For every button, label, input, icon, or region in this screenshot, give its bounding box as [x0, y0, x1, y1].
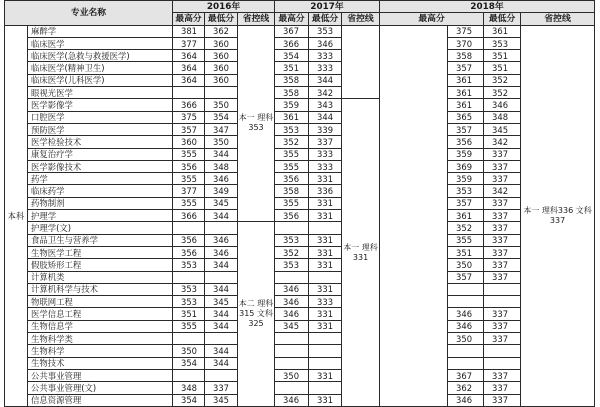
min-score-2018: 337 — [484, 210, 521, 222]
min-score-2017: 333 — [309, 62, 342, 74]
min-score-header: 最低分 — [484, 13, 521, 25]
min-score-2018: 353 — [484, 37, 521, 49]
major-name-cell: 临床医学(儿科医学) — [28, 74, 173, 86]
min-score-2018: 337 — [484, 148, 521, 160]
max-score-2018: 350 — [448, 259, 484, 271]
max-score-2016: 348 — [173, 382, 205, 394]
min-score-2016: 346 — [205, 234, 238, 246]
max-score-2017: 345 — [275, 320, 309, 332]
min-score-2018: 337 — [484, 259, 521, 271]
min-score-2016: 344 — [205, 210, 238, 222]
min-score-2017: 333 — [309, 148, 342, 160]
min-score-2018: 352 — [484, 87, 521, 99]
max-score-2016: 353 — [173, 283, 205, 295]
table-row — [5, 234, 595, 246]
min-score-2018: 337 — [484, 246, 521, 258]
max-score-2016: 360 — [173, 136, 205, 148]
major-name-cell: 麻醉学 — [28, 25, 173, 37]
max-score-2017: 354 — [275, 50, 309, 62]
table-row — [5, 382, 595, 394]
major-name-cell: 生物技术 — [28, 357, 173, 369]
max-score-2016: 355 — [173, 197, 205, 209]
max-score-header: 最高分 — [173, 13, 205, 25]
max-score-2017: 358 — [275, 185, 309, 197]
max-score-2018: 346 — [448, 308, 484, 320]
major-name-cell: 计算机科学与技术 — [28, 283, 173, 295]
control-line-2017: 本一 理科331 — [342, 99, 380, 406]
max-score-2018: 367 — [448, 369, 484, 381]
major-name-cell: 药物制剂 — [28, 197, 173, 209]
min-score-2016: 348 — [205, 160, 238, 172]
max-score-2016: 364 — [173, 50, 205, 62]
min-score-2018: 342 — [484, 136, 521, 148]
year-header-2018: 2018年 — [380, 1, 595, 13]
table-row — [5, 357, 595, 369]
table-row — [5, 136, 595, 148]
min-score-2016: 354 — [205, 111, 238, 123]
min-score-2017: 333 — [309, 160, 342, 172]
major-name-cell: 假肢矫形工程 — [28, 259, 173, 271]
max-score-header: 最高分 — [275, 13, 309, 25]
major-name-cell: 眼视光医学 — [28, 87, 173, 99]
max-score-2016: 353 — [173, 259, 205, 271]
min-score-2016 — [205, 222, 238, 234]
table-body — [5, 25, 595, 406]
table-row — [5, 394, 595, 406]
min-score-2017: 331 — [309, 246, 342, 258]
max-score-2016 — [173, 222, 205, 234]
table-row — [5, 369, 595, 381]
control-line-header: 省控线 — [238, 13, 275, 25]
max-score-2017: 353 — [275, 259, 309, 271]
table-row — [5, 185, 595, 197]
max-score-2017 — [275, 382, 309, 394]
major-name-cell: 康复治疗学 — [28, 148, 173, 160]
max-score-2017: 355 — [275, 160, 309, 172]
max-score-2016: 366 — [173, 99, 205, 111]
max-score-2016: 375 — [173, 111, 205, 123]
major-name-cell: 医学影像学 — [28, 99, 173, 111]
max-score-2017: 361 — [275, 111, 309, 123]
min-score-2016: 344 — [205, 283, 238, 295]
year-header-2016: 2016年 — [173, 1, 275, 13]
table-row — [5, 283, 595, 295]
min-score-2018: 352 — [484, 74, 521, 86]
max-score-2016 — [173, 333, 205, 345]
major-name-cell: 护理学 — [28, 210, 173, 222]
max-score-2018: 350 — [448, 333, 484, 345]
min-score-2018: 351 — [484, 50, 521, 62]
max-score-2017: 352 — [275, 246, 309, 258]
min-score-2017: 331 — [309, 283, 342, 295]
table-row — [5, 148, 595, 160]
max-score-2018: 357 — [448, 197, 484, 209]
min-score-2017: 331 — [309, 394, 342, 406]
major-name-cell: 口腔医学 — [28, 111, 173, 123]
min-score-2017: 331 — [309, 210, 342, 222]
control-line-2016-first: 本一 理科353 — [238, 25, 275, 222]
max-score-2018: 357 — [448, 62, 484, 74]
max-score-2016: 353 — [173, 296, 205, 308]
table-row — [5, 50, 595, 62]
max-score-2018: 362 — [448, 382, 484, 394]
max-score-2017: 346 — [275, 394, 309, 406]
min-score-2016: 345 — [205, 394, 238, 406]
min-score-2018: 337 — [484, 234, 521, 246]
max-score-2016: 377 — [173, 185, 205, 197]
max-score-2018: 361 — [448, 87, 484, 99]
min-score-2017: 333 — [309, 50, 342, 62]
min-score-2017: 337 — [309, 136, 342, 148]
min-score-2017: 342 — [309, 87, 342, 99]
major-name-cell: 临床医学(精神卫生) — [28, 62, 173, 74]
max-score-2018: 351 — [448, 246, 484, 258]
max-score-2017: 366 — [275, 37, 309, 49]
max-score-2017: 356 — [275, 210, 309, 222]
table-row — [5, 210, 595, 222]
min-score-2018: 337 — [484, 222, 521, 234]
min-score-2018 — [484, 283, 521, 295]
table-row — [5, 99, 595, 111]
max-score-2018 — [448, 283, 484, 295]
max-score-2018: 352 — [448, 222, 484, 234]
min-score-2017 — [309, 382, 342, 394]
max-score-2016 — [173, 271, 205, 283]
min-score-2018: 337 — [484, 333, 521, 345]
min-score-2018: 337 — [484, 394, 521, 406]
min-score-2016: 347 — [205, 123, 238, 135]
min-score-2017: 331 — [309, 234, 342, 246]
max-score-2016: 381 — [173, 25, 205, 37]
min-score-2018: 337 — [484, 369, 521, 381]
control-line-2018: 本一 理科336 文科337 — [521, 25, 595, 406]
max-score-2018 — [448, 357, 484, 369]
min-score-2016: 345 — [205, 197, 238, 209]
max-score-2016: 366 — [173, 210, 205, 222]
min-score-2017: 331 — [309, 197, 342, 209]
major-name-cell: 食品卫生与营养学 — [28, 234, 173, 246]
min-score-2017: 331 — [309, 320, 342, 332]
table-row — [5, 87, 595, 99]
max-score-2018: 353 — [448, 185, 484, 197]
major-name-cell: 公共事业管理(文) — [28, 382, 173, 394]
min-score-2018 — [484, 345, 521, 357]
major-name-cell: 信息资源管理 — [28, 394, 173, 406]
min-score-2016 — [205, 87, 238, 99]
major-name-cell: 计算机类 — [28, 271, 173, 283]
min-score-header: 最低分 — [309, 13, 342, 25]
min-score-2016 — [205, 333, 238, 345]
major-name-cell: 物联网工程 — [28, 296, 173, 308]
min-score-2016: 360 — [205, 74, 238, 86]
min-score-2017: 346 — [309, 37, 342, 49]
major-name-cell: 临床医学(急救与救援医学) — [28, 50, 173, 62]
min-score-2016: 362 — [205, 25, 238, 37]
min-score-2016: 344 — [205, 345, 238, 357]
min-score-2017 — [309, 345, 342, 357]
min-score-2017: 336 — [309, 185, 342, 197]
max-score-2017: 352 — [275, 136, 309, 148]
max-score-2017: 346 — [275, 283, 309, 295]
major-name-cell: 医学信息工程 — [28, 308, 173, 320]
max-score-2018: 346 — [448, 320, 484, 332]
max-score-2016: 355 — [173, 148, 205, 160]
max-score-2018: 346 — [448, 394, 484, 406]
table-row — [5, 308, 595, 320]
min-score-2016: 344 — [205, 308, 238, 320]
max-score-header: 最高分 — [380, 13, 484, 25]
table-row — [5, 333, 595, 345]
max-score-2017: 356 — [275, 173, 309, 185]
max-score-2018: 357 — [448, 271, 484, 283]
min-score-header: 最低分 — [205, 13, 238, 25]
table-row — [5, 123, 595, 135]
min-score-2018: 337 — [484, 271, 521, 283]
major-name-cell: 生物科学类 — [28, 333, 173, 345]
major-name-cell: 生物科学 — [28, 345, 173, 357]
max-score-2017: 353 — [275, 123, 309, 135]
table-row — [5, 160, 595, 172]
table-row — [5, 345, 595, 357]
max-score-2016: 356 — [173, 234, 205, 246]
min-score-2017 — [309, 271, 342, 283]
max-score-2016: 377 — [173, 37, 205, 49]
major-name-cell: 医学检验技术 — [28, 136, 173, 148]
max-score-2016: 357 — [173, 123, 205, 135]
min-score-2017: 344 — [309, 111, 342, 123]
max-score-2018: 358 — [448, 50, 484, 62]
max-score-2018 — [448, 345, 484, 357]
control-line-2018-gap — [380, 25, 448, 406]
max-score-2017: 353 — [275, 234, 309, 246]
max-score-2017: 355 — [275, 197, 309, 209]
max-score-2018: 359 — [448, 173, 484, 185]
table-row — [5, 320, 595, 332]
min-score-2018: 337 — [484, 160, 521, 172]
major-name-cell: 护理学(文) — [28, 222, 173, 234]
min-score-2017 — [309, 333, 342, 345]
max-score-2018: 355 — [448, 234, 484, 246]
min-score-2017: 344 — [309, 74, 342, 86]
max-score-2016: 364 — [173, 74, 205, 86]
max-score-2017: 358 — [275, 74, 309, 86]
table-row — [5, 111, 595, 123]
min-score-2018: 337 — [484, 382, 521, 394]
table-row — [5, 25, 595, 37]
max-score-2017: 346 — [275, 296, 309, 308]
max-score-2017 — [275, 271, 309, 283]
min-score-2016: 345 — [205, 296, 238, 308]
major-name-cell: 生物医学工程 — [28, 246, 173, 258]
major-name-cell: 预防医学 — [28, 123, 173, 135]
max-score-2018 — [448, 296, 484, 308]
min-score-2016: 344 — [205, 259, 238, 271]
major-name-cell: 药学 — [28, 173, 173, 185]
max-score-2018: 361 — [448, 99, 484, 111]
table-row — [5, 62, 595, 74]
max-score-2018: 356 — [448, 136, 484, 148]
max-score-2018: 357 — [448, 123, 484, 135]
major-name-header: 专业名称 — [5, 1, 173, 26]
max-score-2017: 359 — [275, 99, 309, 111]
max-score-2016 — [173, 87, 205, 99]
max-score-2017: 346 — [275, 308, 309, 320]
min-score-2016: 344 — [205, 148, 238, 160]
max-score-2018: 365 — [448, 111, 484, 123]
max-score-2016: 355 — [173, 173, 205, 185]
min-score-2016 — [205, 369, 238, 381]
table-row — [5, 197, 595, 209]
min-score-2016 — [205, 271, 238, 283]
max-score-2017 — [275, 345, 309, 357]
min-score-2016: 360 — [205, 37, 238, 49]
min-score-2016: 350 — [205, 136, 238, 148]
min-score-2018: 348 — [484, 111, 521, 123]
min-score-2017: 343 — [309, 99, 342, 111]
table-row — [5, 37, 595, 49]
level-cell: 本科 — [5, 25, 28, 406]
min-score-2018 — [484, 357, 521, 369]
table-row — [5, 173, 595, 185]
max-score-2017: 358 — [275, 87, 309, 99]
min-score-2018: 337 — [484, 308, 521, 320]
min-score-2017: 331 — [309, 173, 342, 185]
min-score-2016: 360 — [205, 62, 238, 74]
max-score-2016: 355 — [173, 320, 205, 332]
max-score-2017: 350 — [275, 369, 309, 381]
max-score-2017: 355 — [275, 148, 309, 160]
min-score-2016: 360 — [205, 50, 238, 62]
min-score-2018: 337 — [484, 173, 521, 185]
max-score-2018: 369 — [448, 160, 484, 172]
max-score-2018: 361 — [448, 210, 484, 222]
min-score-2016: 344 — [205, 320, 238, 332]
admission-score-table — [4, 0, 595, 407]
table-row — [5, 296, 595, 308]
year-header-2017: 2017年 — [275, 1, 380, 13]
major-name-cell: 公共事业管理 — [28, 369, 173, 381]
max-score-2016: 351 — [173, 308, 205, 320]
min-score-2017: 339 — [309, 123, 342, 135]
table-row — [5, 271, 595, 283]
min-score-2016: 344 — [205, 357, 238, 369]
max-score-2017 — [275, 357, 309, 369]
table-row — [5, 246, 595, 258]
min-score-2017 — [309, 357, 342, 369]
max-score-2017: 367 — [275, 25, 309, 37]
min-score-2018 — [484, 296, 521, 308]
min-score-2018: 337 — [484, 197, 521, 209]
max-score-2018: 375 — [448, 25, 484, 37]
max-score-2016: 354 — [173, 357, 205, 369]
max-score-2016: 350 — [173, 345, 205, 357]
max-score-2016: 356 — [173, 160, 205, 172]
min-score-2018: 345 — [484, 123, 521, 135]
max-score-2016: 354 — [173, 394, 205, 406]
max-score-2017 — [275, 333, 309, 345]
min-score-2016: 337 — [205, 382, 238, 394]
major-name-cell: 医学影像技术 — [28, 160, 173, 172]
major-name-cell: 临床医学 — [28, 37, 173, 49]
max-score-2017: 351 — [275, 62, 309, 74]
max-score-2018: 370 — [448, 37, 484, 49]
min-score-2017: 331 — [309, 369, 342, 381]
max-score-2018: 359 — [448, 148, 484, 160]
max-score-2016 — [173, 369, 205, 381]
major-name-cell: 生物信息学 — [28, 320, 173, 332]
min-score-2017: 333 — [309, 296, 342, 308]
min-score-2016: 346 — [205, 173, 238, 185]
min-score-2016: 350 — [205, 99, 238, 111]
control-line-header: 省控线 — [521, 13, 595, 25]
min-score-2017: 331 — [309, 308, 342, 320]
min-score-2018: 346 — [484, 99, 521, 111]
max-score-2017 — [275, 222, 309, 234]
min-score-2017 — [309, 222, 342, 234]
max-score-2018: 361 — [448, 74, 484, 86]
min-score-2016: 349 — [205, 185, 238, 197]
min-score-2018: 351 — [484, 62, 521, 74]
table-row — [5, 222, 595, 234]
table-header — [5, 1, 595, 26]
min-score-2016: 346 — [205, 246, 238, 258]
min-score-2017: 331 — [309, 259, 342, 271]
major-name-cell: 临床药学 — [28, 185, 173, 197]
control-line-2016-second: 本二 理科315 文科325 — [238, 222, 275, 406]
control-line-2017-blank — [342, 25, 380, 99]
min-score-2018: 337 — [484, 320, 521, 332]
min-score-2018: 342 — [484, 185, 521, 197]
max-score-2016: 356 — [173, 246, 205, 258]
min-score-2017: 353 — [309, 25, 342, 37]
max-score-2016: 364 — [173, 62, 205, 74]
table-row — [5, 259, 595, 271]
table-row — [5, 74, 595, 86]
min-score-2018: 361 — [484, 25, 521, 37]
control-line-header: 省控线 — [342, 13, 380, 25]
